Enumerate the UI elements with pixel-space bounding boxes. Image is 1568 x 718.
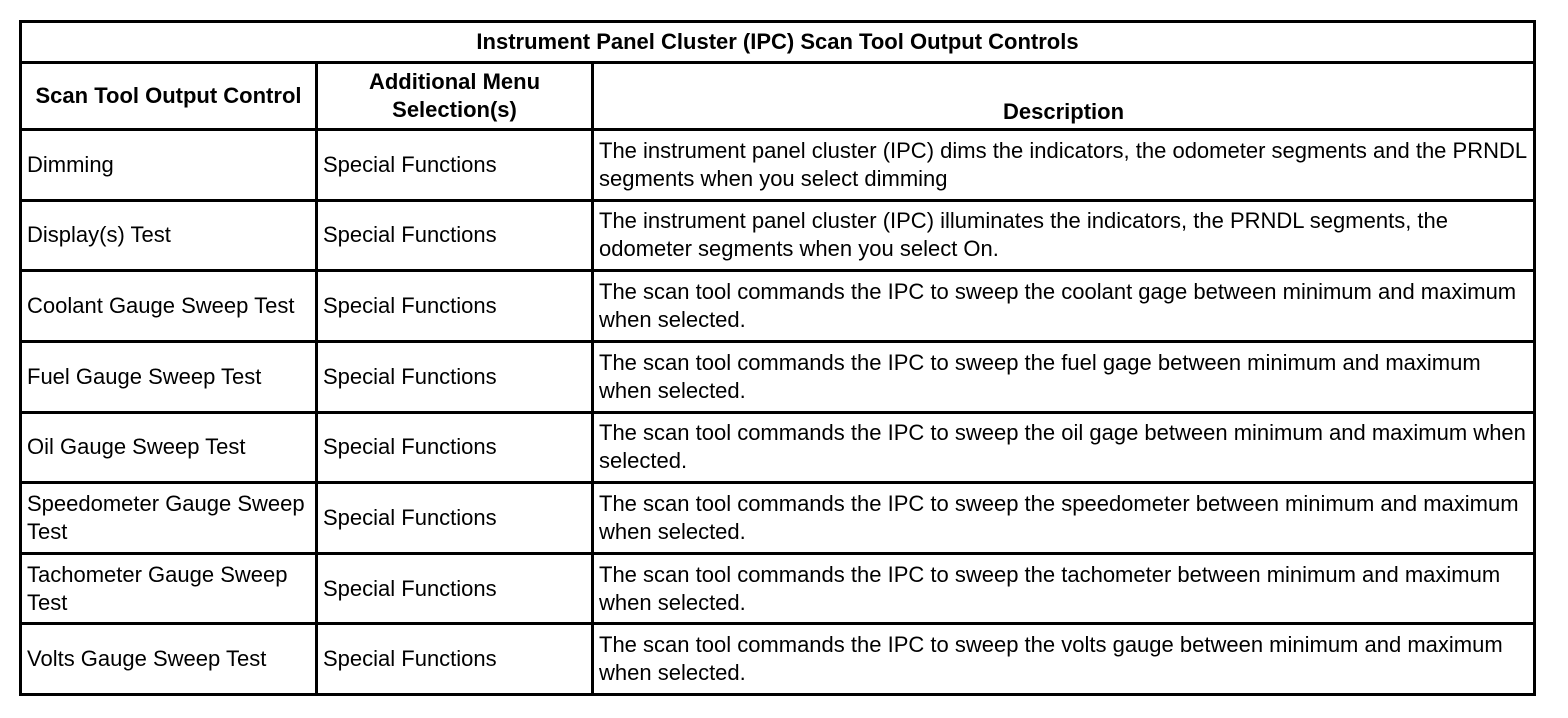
- cell-output-control: Speedometer Gauge Sweep Test: [21, 483, 317, 554]
- table-row: [21, 624, 1535, 695]
- cell-output-control: Fuel Gauge Sweep Test: [21, 341, 317, 412]
- cell-menu-selection: Special Functions: [317, 412, 593, 483]
- cell-description: The scan tool commands the IPC to sweep the coolant gage between minimum and maximum when selected.: [593, 271, 1535, 342]
- table-row: [21, 412, 1535, 483]
- header-menu-selection: Additional Menu Selection(s): [317, 63, 593, 130]
- cell-output-control: Display(s) Test: [21, 200, 317, 271]
- table-row: [21, 341, 1535, 412]
- cell-description: The instrument panel cluster (IPC) illuminates the indicators, the PRNDL segments, the odometer segments when you select On.: [593, 200, 1535, 271]
- table-row: [21, 553, 1535, 624]
- cell-menu-selection: Special Functions: [317, 271, 593, 342]
- table-row: [21, 200, 1535, 271]
- table-row: [21, 130, 1535, 201]
- table-header-row: [21, 63, 1535, 130]
- header-output-control: Scan Tool Output Control: [21, 63, 317, 130]
- cell-output-control: Oil Gauge Sweep Test: [21, 412, 317, 483]
- cell-menu-selection: Special Functions: [317, 483, 593, 554]
- cell-output-control: Coolant Gauge Sweep Test: [21, 271, 317, 342]
- cell-output-control: Dimming: [21, 130, 317, 201]
- table-title: Instrument Panel Cluster (IPC) Scan Tool Output Controls: [21, 22, 1535, 63]
- cell-description: The scan tool commands the IPC to sweep the tachometer between minimum and maximum when selected.: [593, 553, 1535, 624]
- cell-output-control: Tachometer Gauge Sweep Test: [21, 553, 317, 624]
- cell-description: The scan tool commands the IPC to sweep the volts gauge between minimum and maximum when selected.: [593, 624, 1535, 695]
- cell-menu-selection: Special Functions: [317, 200, 593, 271]
- header-description: Description: [593, 63, 1535, 130]
- cell-description: The scan tool commands the IPC to sweep the speedometer between minimum and maximum when selected.: [593, 483, 1535, 554]
- cell-menu-selection: Special Functions: [317, 624, 593, 695]
- cell-output-control: Volts Gauge Sweep Test: [21, 624, 317, 695]
- cell-description: The instrument panel cluster (IPC) dims the indicators, the odometer segments and the PRNDL segments when you select dimming: [593, 130, 1535, 201]
- output-controls-table: [19, 20, 1536, 696]
- cell-description: The scan tool commands the IPC to sweep the fuel gage between minimum and maximum when selected.: [593, 341, 1535, 412]
- cell-menu-selection: Special Functions: [317, 341, 593, 412]
- cell-menu-selection: Special Functions: [317, 130, 593, 201]
- table-row: [21, 271, 1535, 342]
- cell-menu-selection: Special Functions: [317, 553, 593, 624]
- table-row: [21, 483, 1535, 554]
- cell-description: The scan tool commands the IPC to sweep the oil gage between minimum and maximum when selected.: [593, 412, 1535, 483]
- table-title-row: [21, 22, 1535, 63]
